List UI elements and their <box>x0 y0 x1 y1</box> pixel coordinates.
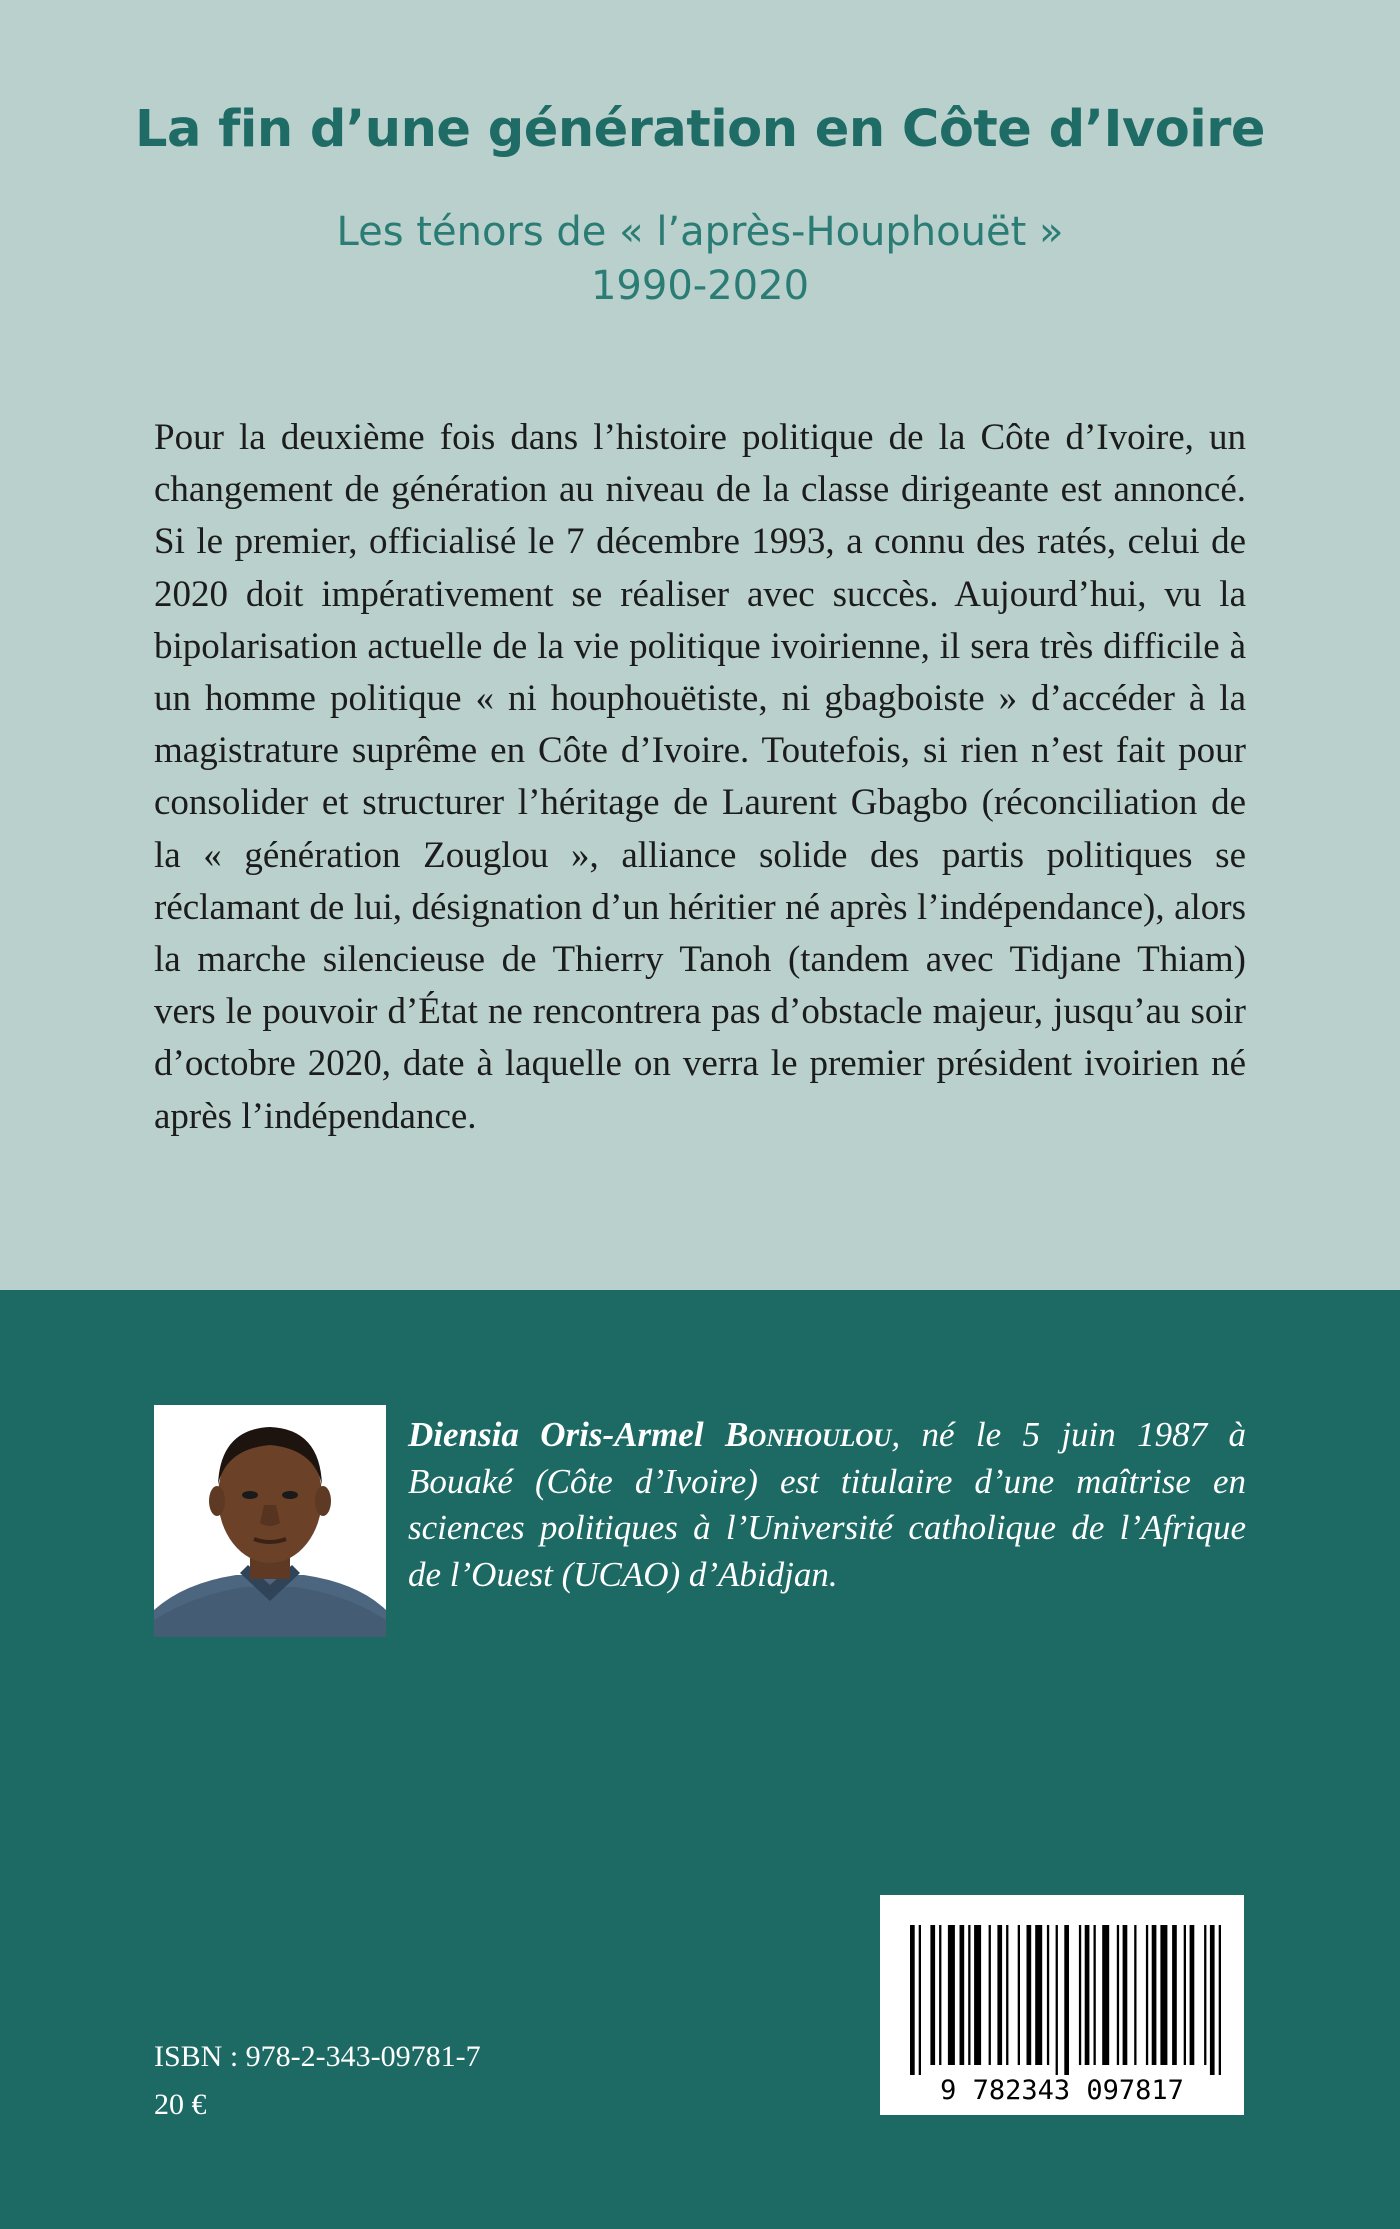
barcode-bar <box>1190 1925 1195 2065</box>
barcode-bar <box>1219 1925 1221 2075</box>
barcode-bar <box>1204 1925 1206 2065</box>
barcode-bar <box>1018 1925 1020 2065</box>
barcode-bar <box>968 1925 970 2065</box>
isbn-number: ISBN : 978-2-343-09781-7 <box>154 2040 481 2073</box>
author-photo <box>154 1405 386 1637</box>
barcode-bar <box>930 1925 935 2065</box>
barcode-bar <box>1027 1925 1032 2065</box>
barcode-bar <box>919 1925 921 2075</box>
author-bio-text: , né le 5 juin 1987 à Bouaké (Côte d’Ivoire) est titulaire d’une maîtrise en sciences politiques à l’Université catholique de l’Afrique de l’Ouest (UCAO) d’Abidjan. <box>408 1415 1246 1594</box>
barcode-bar <box>1079 1925 1081 2065</box>
author-surname: Bonhoulou <box>724 1415 892 1454</box>
barcode-bar <box>1172 1925 1177 2065</box>
barcode-bar <box>1047 1925 1049 2065</box>
barcode-bar <box>1006 1925 1008 2065</box>
subtitle-line-2: 1990-2020 <box>590 263 810 309</box>
barcode-bar <box>1152 1925 1157 2065</box>
barcode <box>880 1895 1244 2115</box>
barcode-bar <box>1134 1925 1136 2065</box>
barcode-bar <box>1184 1925 1186 2065</box>
barcode-bar <box>1056 1925 1058 2075</box>
barcode-bar <box>1210 1925 1215 2075</box>
barcode-bars <box>910 1925 1221 2075</box>
barcode-bar <box>910 1925 915 2075</box>
barcode-bar <box>974 1925 981 2065</box>
barcode-bar <box>1160 1925 1167 2065</box>
book-title: La fin d’une génération en Côte d’Ivoire <box>135 100 1265 159</box>
barcode-bar <box>939 1925 941 2065</box>
subtitle-line-1: Les ténors de « l’après-Houphouët » <box>336 209 1064 255</box>
book-subtitle <box>0 205 1400 313</box>
barcode-bar <box>1123 1925 1128 2065</box>
barcode-bar <box>1146 1925 1148 2065</box>
barcode-bar <box>1085 1925 1090 2065</box>
author-portrait-image <box>154 1405 386 1637</box>
barcode-bar <box>989 1925 991 2065</box>
author-biography <box>408 1412 1246 1598</box>
barcode-bar <box>1094 1925 1096 2065</box>
barcode-bar <box>1035 1925 1042 2065</box>
author-first-names: Diensia Oris-Armel <box>408 1415 704 1454</box>
barcode-digits: 9 782343 097817 <box>940 2075 1184 2106</box>
price: 20 € <box>154 2088 207 2121</box>
blurb-text: Pour la deuxième fois dans l’histoire politique de la Côte d’Ivoire, un changement de génération au niveau de la classe dirigeante est annoncé. Si le premier, officialisé le 7 décembre 1993, a connu des ratés, celui de 2020 doit impérativement se réaliser avec succès. Aujourd’hui, vu la bipolarisation actuelle de la vie politique ivoirienne, il sera très difficile à un homme politique « ni houphouëtiste, ni gbagboiste » d’accéder à la magistrature suprême en Côte d’Ivoire. Toutefois, si rien n’est fait pour consolider et structurer l’héritage de Laurent Gbagbo (réconciliation de la « génération Zouglou », alliance solide des partis politiques se réclamant de lui, désignation d’un héritier né après l’indépendance), alors la marche silencieuse de Thierry Tanoh (tandem avec Tidjane Thiam) vers le pouvoir d’État ne rencontrera pas d’obstacle majeur, jusqu’au soir d’octobre 2020, date à laquelle on verra le premier président ivoirien né après l’indépendance. <box>154 417 1246 1137</box>
barcode-bar <box>1102 1925 1109 2065</box>
barcode-bar <box>1064 1925 1069 2075</box>
barcode-bar <box>960 1925 965 2065</box>
barcode-image <box>880 1895 1244 2115</box>
barcode-bar <box>1117 1925 1119 2065</box>
barcode-bar <box>997 1925 1002 2065</box>
barcode-bar <box>948 1925 955 2065</box>
